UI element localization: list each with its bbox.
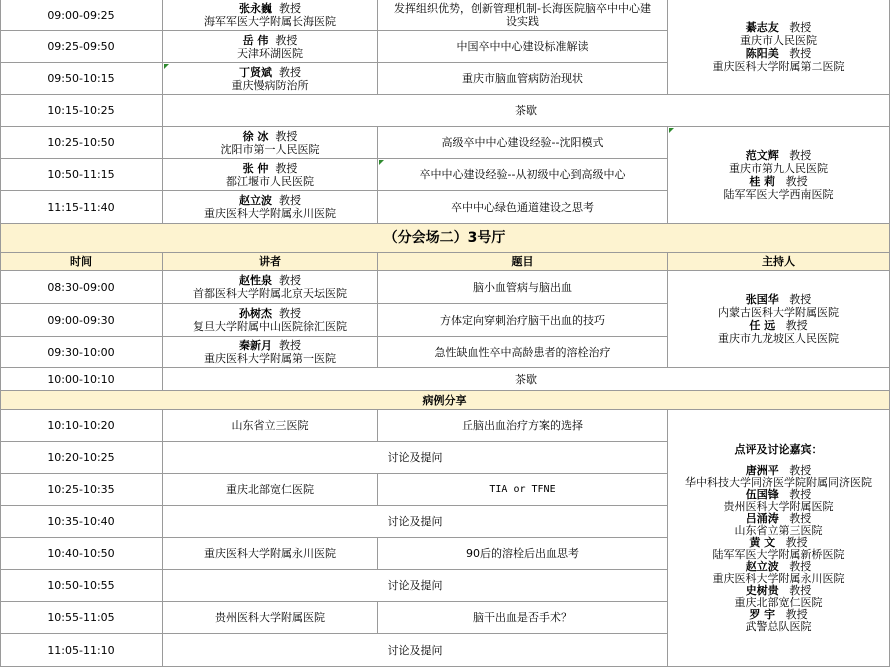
time-text: 10:55-11:05 [47, 611, 115, 624]
session-title-band [0, 224, 890, 253]
host-name: 桂 莉 [749, 175, 776, 188]
host-name: 伍国锋 [745, 487, 779, 501]
panel-cell [668, 410, 890, 667]
speaker-cell [163, 31, 378, 63]
host-name: 罗 宇 [749, 607, 776, 621]
topic-cell [378, 63, 668, 95]
speaker-org: 重庆慢病防治所 [231, 78, 309, 92]
case-topic: TIA or TFNE [489, 484, 556, 495]
host-title: 教授 [785, 319, 808, 332]
speaker-org: 重庆医科大学附属永川医院 [204, 207, 336, 220]
time-cell [0, 570, 163, 602]
time-cell [0, 442, 163, 474]
host-org: 陆军军医大学附属新桥医院 [712, 547, 845, 561]
tea-break-label: 茶歇 [515, 104, 537, 117]
host-org-line [740, 34, 817, 47]
speaker-org-line [204, 207, 336, 220]
cell-marker [379, 160, 384, 165]
speaker-org: 沈阳市第一人民医院 [220, 142, 320, 156]
time-cell [0, 0, 163, 31]
time-cell [0, 602, 163, 634]
time-cell [0, 538, 163, 570]
time-cell [0, 63, 163, 95]
speaker-name-line [239, 274, 301, 287]
host-org: 重庆市九龙坡区人民医院 [718, 332, 839, 345]
time-text: 11:05-11:10 [47, 643, 115, 657]
time-text: 10:35-10:40 [47, 515, 115, 528]
discussion-cell [163, 570, 668, 602]
host-name-line [746, 293, 812, 306]
topic-line [462, 72, 583, 85]
speaker-name: 徐 冰 [242, 129, 269, 143]
time-text: 10:00-10:10 [47, 372, 115, 386]
case-org: 重庆医科大学附属永川医院 [204, 547, 336, 560]
host-name: 陈阳美 [745, 47, 779, 60]
host-name-line [746, 21, 812, 34]
host-org: 重庆医科大学附属永川医院 [712, 571, 845, 585]
discussion-text: 讨论及提问 [387, 579, 443, 592]
time-text: 09:25-09:50 [47, 40, 115, 53]
topic-cell [378, 31, 668, 63]
discussion-cell [163, 634, 668, 667]
time-cell [0, 304, 163, 337]
time-text: 10:40-10:50 [47, 547, 115, 560]
case-share-title: 病例分享 [422, 393, 467, 407]
speaker-name: 张 仲 [242, 161, 269, 175]
speaker-org: 天津环湖医院 [237, 46, 303, 60]
time-text: 10:25-10:50 [47, 136, 115, 149]
time-cell [0, 127, 163, 159]
host-name: 綦志友 [745, 21, 779, 34]
host-title: 教授 [789, 463, 812, 477]
host-name: 唐洲平 [745, 463, 779, 477]
speaker-title: 教授 [275, 129, 298, 143]
speaker-cell [163, 191, 378, 224]
topic-line [435, 346, 611, 359]
speaker-title: 教授 [279, 65, 301, 79]
discussion-text: 讨论及提问 [387, 515, 443, 528]
host-name: 赵立波 [745, 559, 779, 573]
host-title: 教授 [785, 175, 808, 188]
host-org: 华中科技大学同济医学院附属同济医院 [685, 475, 872, 489]
topic-text: 重庆市脑血管病防治现状 [462, 72, 583, 85]
speaker-cell [163, 63, 378, 95]
case-org-cell [163, 538, 378, 570]
speaker-title: 教授 [275, 33, 298, 47]
host-cell [668, 0, 890, 95]
speaker-name-line [239, 339, 301, 352]
time-text: 11:15-11:40 [47, 200, 115, 214]
topic-cell [378, 159, 668, 191]
host-org: 重庆北部宽仁医院 [734, 595, 823, 609]
host-org-line [713, 60, 845, 73]
topic-line [457, 40, 589, 53]
host-name: 黄 文 [749, 535, 776, 549]
session-title: （分会场二）3号厅 [383, 229, 506, 246]
topic-line [451, 201, 594, 214]
time-cell [0, 95, 163, 127]
speaker-name: 赵立波 [239, 194, 272, 207]
time-text: 10:50-11:15 [47, 168, 115, 181]
panel-heading: 点评及讨论嘉宾： [734, 442, 823, 456]
topic-text: 高级卒中中心建设经验--沈阳模式 [441, 136, 604, 149]
speaker-name: 赵性泉 [239, 274, 272, 287]
host-title: 教授 [789, 559, 812, 573]
host-title: 教授 [789, 149, 812, 162]
topic-cell [378, 304, 668, 337]
case-topic-cell [378, 538, 668, 570]
speaker-name: 孙树杰 [239, 307, 272, 320]
speaker-name-line [239, 307, 301, 320]
host-org: 重庆市人民医院 [740, 34, 817, 47]
host-org-line [718, 332, 839, 345]
speaker-title: 教授 [279, 194, 301, 207]
speaker-org-line [232, 79, 309, 92]
host-name: 范文辉 [745, 149, 779, 162]
topic-cell [378, 337, 668, 368]
speaker-org-line [193, 320, 347, 333]
host-cell [668, 127, 890, 224]
speaker-name-line [243, 130, 298, 143]
speaker-name: 丁贤斌 [239, 65, 272, 79]
topic-line [440, 314, 605, 327]
speaker-cell [163, 0, 378, 31]
time-text: 10:25-10:35 [47, 483, 115, 496]
grid-left-border [0, 0, 1, 667]
host-cell [668, 271, 890, 368]
speaker-cell [163, 271, 378, 304]
time-cell [0, 31, 163, 63]
tea-break-label: 茶歇 [515, 372, 537, 386]
time-cell [0, 634, 163, 667]
host-title: 教授 [785, 607, 808, 621]
topic-text: 急性缺血性卒中高龄患者的溶栓治疗 [434, 345, 611, 359]
topic-text: 方体定向穿刺治疗脑干出血的技巧 [440, 313, 605, 327]
speaker-title: 教授 [275, 161, 298, 175]
speaker-org-line [204, 352, 336, 365]
host-org-line [718, 306, 839, 319]
tea-break-row [163, 368, 890, 391]
speaker-name-line [243, 34, 298, 47]
case-topic: 90后的溶栓后出血思考 [466, 547, 579, 560]
host-org: 重庆医科大学附属第二医院 [712, 60, 845, 73]
speaker-cell [163, 337, 378, 368]
host-name: 史树贵 [745, 583, 779, 597]
topic-line [473, 281, 572, 294]
topic-text: 卒中中心绿色通道建设之思考 [451, 200, 594, 214]
host-name: 吕涌涛 [745, 511, 779, 525]
host-name: 任 远 [749, 319, 776, 332]
time-header [0, 253, 163, 271]
speaker-header-text: 讲者 [259, 255, 281, 268]
time-cell [0, 410, 163, 442]
topic-cell [378, 127, 668, 159]
topic-text: 设实践 [506, 15, 539, 28]
time-cell [0, 191, 163, 224]
speaker-cell [163, 159, 378, 191]
host-org: 山东省立第三医院 [734, 523, 823, 537]
case-topic-cell [378, 474, 668, 506]
speaker-name-line [239, 66, 301, 79]
speaker-org-line [226, 175, 314, 188]
speaker-org: 复旦大学附属中山医院徐汇医院 [193, 320, 347, 333]
host-org-line [746, 621, 812, 633]
host-org: 贵州医科大学附属医院 [723, 499, 834, 513]
case-topic: 脑干出血是否手术？ [473, 611, 572, 624]
speaker-title: 教授 [279, 339, 301, 352]
time-text: 10:15-10:25 [47, 104, 115, 117]
tea-break-row [163, 95, 890, 127]
discussion-cell [163, 442, 668, 474]
speaker-org: 海军军医大学附属长海医院 [204, 15, 336, 28]
topic-header-text: 题目 [511, 255, 534, 268]
case-org: 贵州医科大学附属医院 [215, 611, 325, 624]
host-name-line [749, 319, 807, 332]
host-org-line [729, 162, 828, 175]
case-topic: 丘脑出血治疗方案的选择 [462, 419, 583, 432]
cell-marker [669, 128, 674, 133]
cell-marker [164, 64, 169, 69]
time-cell [0, 506, 163, 538]
topic-text: 中国卒中中心建设标准解读 [456, 40, 589, 53]
discussion-text: 讨论及提问 [387, 643, 443, 657]
time-text: 09:50-10:15 [47, 72, 115, 85]
case-org: 重庆北部宽仁医院 [226, 483, 314, 496]
case-org: 山东省立三医院 [231, 419, 309, 432]
time-text: 10:10-10:20 [47, 419, 115, 432]
time-text: 08:30-09:00 [47, 280, 115, 294]
speaker-cell [163, 304, 378, 337]
host-name-line [749, 175, 807, 188]
topic-text: 脑小血管病与脑出血 [473, 280, 572, 294]
topic-line [394, 2, 651, 15]
case-org-cell [163, 410, 378, 442]
speaker-name-line [239, 194, 301, 207]
speaker-name-line [239, 2, 301, 15]
speaker-title: 教授 [279, 2, 301, 15]
time-cell [0, 474, 163, 506]
host-org: 内蒙古医科大学附属医院 [718, 306, 839, 319]
host-org: 陆军军医大学西南医院 [723, 188, 834, 201]
speaker-title: 教授 [279, 274, 301, 287]
time-text: 09:30-10:00 [47, 345, 115, 359]
topic-line [420, 168, 626, 181]
panel-heading-line [735, 444, 823, 456]
topic-cell [378, 271, 668, 304]
discussion-text: 讨论及提问 [387, 451, 443, 464]
host-title: 教授 [789, 487, 812, 501]
time-cell [0, 368, 163, 391]
speaker-name: 秦新月 [239, 339, 272, 352]
host-title: 教授 [789, 21, 812, 34]
topic-cell [378, 0, 668, 31]
topic-line [442, 136, 604, 149]
speaker-header [163, 253, 378, 271]
host-title: 教授 [789, 583, 812, 597]
speaker-org: 首都医科大学附属北京天坛医院 [193, 287, 347, 300]
speaker-cell [163, 127, 378, 159]
topic-text: 卒中中心建设经验--从初级中心到高级中心 [419, 168, 626, 181]
host-org-line [724, 188, 834, 201]
speaker-name: 岳 伟 [242, 33, 269, 47]
host-title: 教授 [789, 511, 812, 525]
time-text: 10:50-10:55 [47, 579, 115, 592]
case-org-cell [163, 602, 378, 634]
host-name: 张国华 [745, 293, 779, 306]
host-org: 重庆市第九人民医院 [729, 162, 828, 175]
case-topic-cell [378, 602, 668, 634]
speaker-name: 张永巍 [239, 2, 272, 15]
case-topic-cell [378, 410, 668, 442]
case-org-cell [163, 474, 378, 506]
speaker-org-line [237, 47, 303, 60]
speaker-title: 教授 [279, 307, 301, 320]
speaker-org-line [204, 15, 336, 28]
speaker-org: 重庆医科大学附属第一医院 [204, 352, 336, 365]
host-title: 教授 [785, 535, 808, 549]
time-cell [0, 271, 163, 304]
time-header-text: 时间 [70, 255, 92, 268]
time-cell [0, 159, 163, 191]
time-text: 09:00-09:25 [47, 8, 115, 22]
host-name-line [746, 47, 812, 60]
host-header [668, 253, 890, 271]
topic-header [378, 253, 668, 271]
discussion-cell [163, 506, 668, 538]
case-share-band [0, 391, 890, 410]
time-text: 09:00-09:30 [47, 313, 115, 327]
speaker-org-line [193, 287, 347, 300]
time-text: 10:20-10:25 [47, 451, 115, 464]
host-title: 教授 [789, 47, 812, 60]
speaker-name-line [243, 162, 298, 175]
topic-line [506, 15, 539, 28]
time-cell [0, 337, 163, 368]
speaker-org: 都江堰市人民医院 [226, 174, 314, 188]
topic-text: 发挥组织优势，创新管理机制-长海医院脑卒中中心建 [394, 2, 651, 15]
topic-cell [378, 191, 668, 224]
host-name-line [746, 149, 812, 162]
speaker-org-line [221, 143, 320, 156]
host-title: 教授 [789, 293, 812, 306]
host-header-text: 主持人 [762, 255, 795, 268]
host-org: 武警总队医院 [745, 619, 812, 633]
